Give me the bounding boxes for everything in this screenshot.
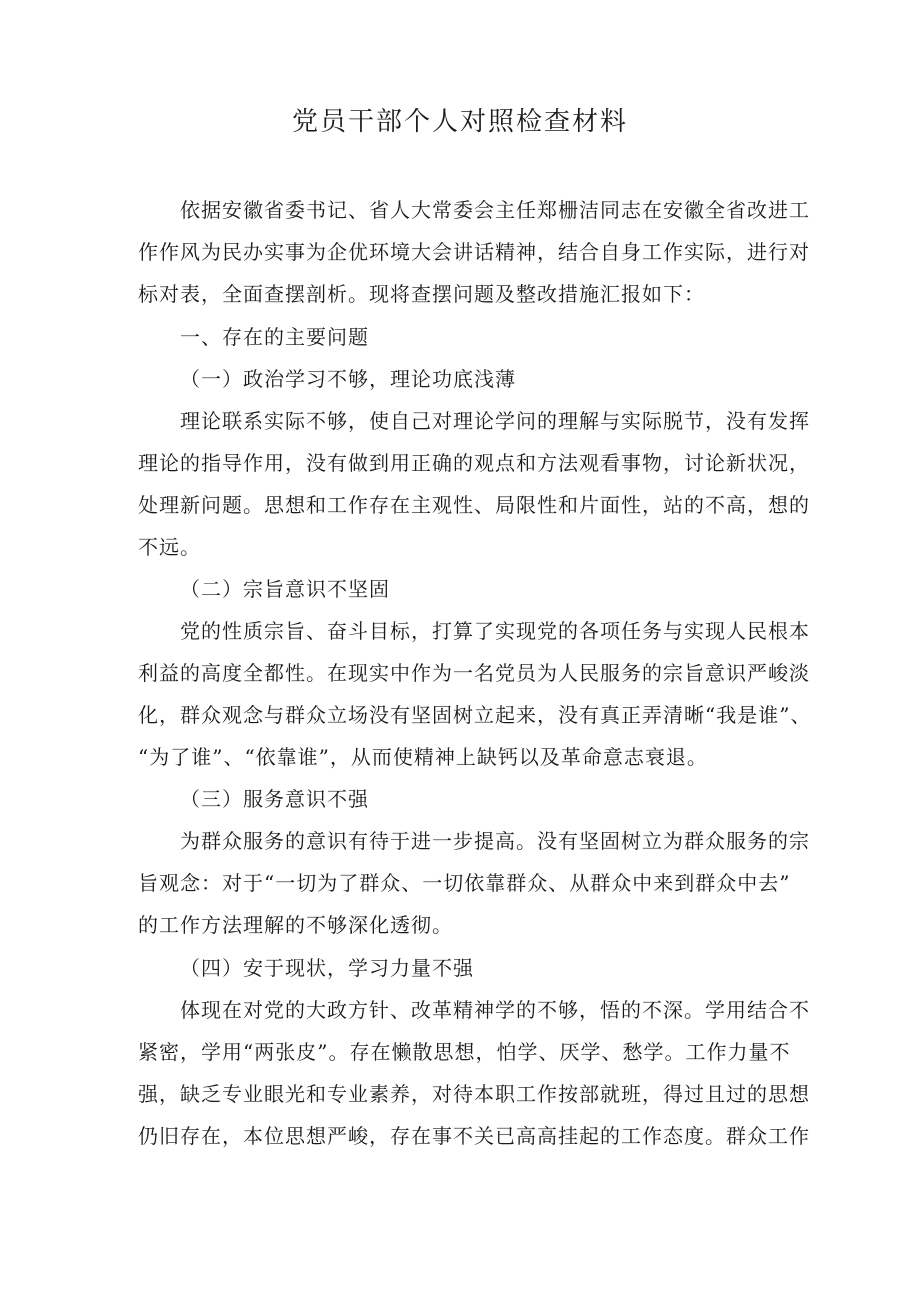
subsection-heading: （一）政治学习不够，理论功底浅薄	[180, 367, 516, 391]
paragraph-line: 化，群众观念与群众立场没有坚固树立起来，没有真正弄清晰“我是谁”、	[138, 703, 812, 727]
document-title: 党员干部个人对照检查材料	[291, 107, 628, 137]
paragraph-line: 标对表，全面查摆剖析。现将查摆问题及整改措施汇报如下：	[138, 282, 705, 306]
paragraph-line: 依据安徽省委书记、省人大常委会主任郑栅洁同志在安徽全省改进工	[180, 198, 810, 222]
paragraph-line: 党的性质宗旨、奋斗目标，打算了实现党的各项任务与实现人民根本	[180, 619, 810, 643]
paragraph-line: 理论的指导作用，没有做到用正确的观点和方法观看事物，讨论新状况，	[138, 451, 810, 475]
paragraph-line: 不远。	[138, 535, 201, 559]
paragraph-line: 的工作方法理解的不够深化透彻。	[138, 913, 453, 937]
paragraph-line: 旨观念：对于“一切为了群众、一切依靠群众、从群众中来到群众中去”	[138, 871, 791, 895]
section-heading: 一、存在的主要问题	[180, 325, 369, 349]
paragraph-line: 利益的高度全都性。在现实中作为一名党员为人民服务的宗旨意识严峻淡	[138, 661, 810, 685]
paragraph-line: 仍旧存在，本位思想严峻，存在事不关已高高挂起的工作态度。群众工作	[138, 1124, 810, 1148]
paragraph-line: 理论联系实际不够，使自己对理论学问的理解与实际脱节，没有发挥	[180, 409, 810, 433]
paragraph-line: 处理新问题。思想和工作存在主观性、局限性和片面性，站的不高，想的	[138, 493, 810, 517]
paragraph-line: 为群众服务的意识有待于进一步提高。没有坚固树立为群众服务的宗	[180, 829, 810, 853]
subsection-heading: （三）服务意识不强	[180, 787, 369, 811]
subsection-heading: （四）安于现状，学习力量不强	[180, 956, 474, 980]
subsection-heading: （二）宗旨意识不坚固	[180, 577, 390, 601]
paragraph-line: 强，缺乏专业眼光和专业素养，对待本职工作按部就班，得过且过的思想	[138, 1082, 810, 1106]
paragraph-line: 体现在对党的大政方针、改革精神学的不够，悟的不深。学用结合不	[180, 998, 810, 1022]
paragraph-line: “为了谁”、“依靠谁”，从而使精神上缺钙以及革命意志衰退。	[138, 745, 708, 769]
paragraph-line: 紧密，学用“两张皮”。存在懒散思想，怕学、厌学、愁学。工作力量不	[138, 1040, 791, 1064]
paragraph-line: 作作风为民办实事为企优环境大会讲话精神，结合自身工作实际，进行对	[138, 240, 810, 264]
